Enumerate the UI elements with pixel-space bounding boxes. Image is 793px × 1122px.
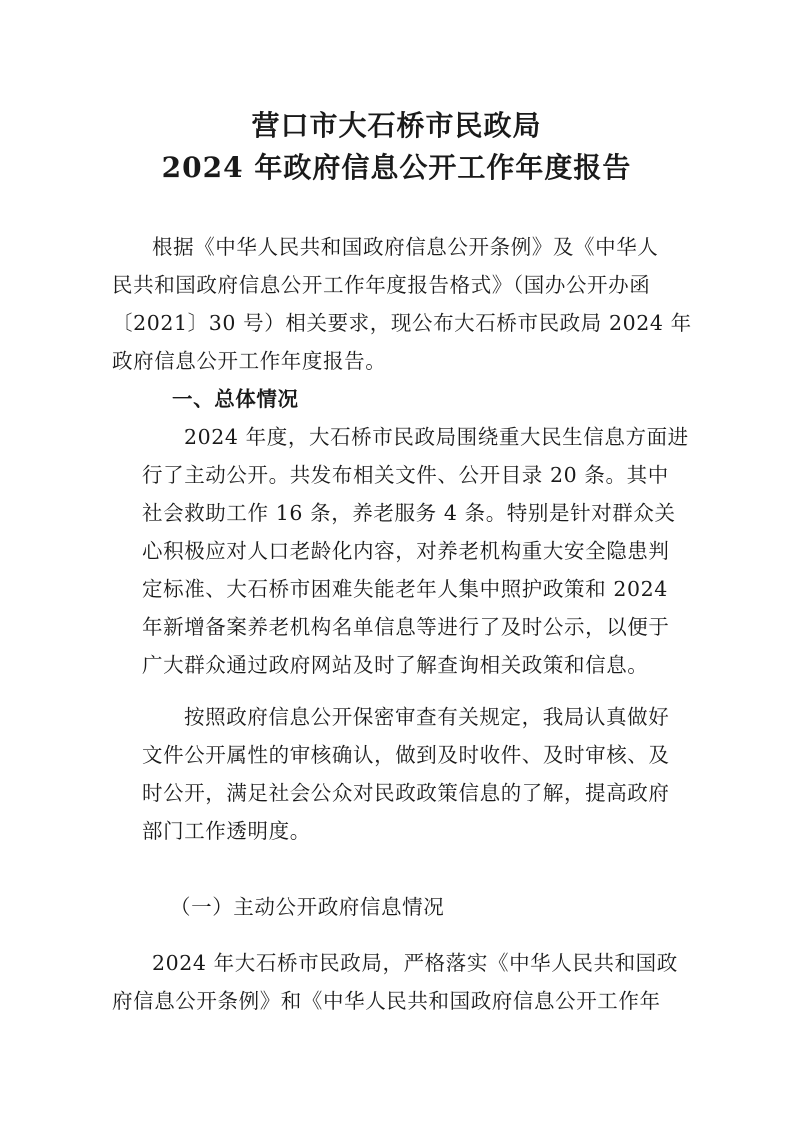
paragraph-line: 府信息公开条例》和《中华人民共和国政府信息公开工作年 — [112, 989, 661, 1013]
section-heading-overview: 一、总体情况 — [172, 387, 299, 411]
paragraph-line: 按照政府信息公开保密审查有关规定，我局认真做好 — [184, 705, 670, 729]
subsection-heading: （一）主动公开政府信息情况 — [170, 895, 445, 919]
paragraph-line: 部门工作透明度。 — [142, 819, 311, 843]
paragraph-line: 时公开，满足社会公众对民政政策信息的了解，提高政府 — [142, 781, 670, 805]
intro-line: 政府信息公开工作年度报告。 — [112, 349, 387, 373]
paragraph-line: 年新增备案养老机构名单信息等进行了及时公示，以便于 — [142, 615, 670, 639]
paragraph-line: 社会救助工作 16 条，养老服务 4 条。特别是针对群众关 — [142, 501, 676, 525]
intro-line: 民共和国政府信息公开工作年度报告格式》（国办公开办函 — [112, 273, 651, 297]
paragraph-line: 文件公开属性的审核确认，做到及时收件、及时审核、及 — [142, 743, 670, 767]
document-title-line-2: 2024 年政府信息公开工作年度报告 — [161, 151, 632, 184]
intro-line: 〔2021〕30 号）相关要求，现公布大石桥市民政局 2024 年 — [112, 311, 692, 335]
paragraph-line: 2024 年大石桥市民政局，严格落实《中华人民共和国政 — [152, 951, 678, 975]
paragraph-line: 心积极应对人口老龄化内容，对养老机构重大安全隐患判 — [142, 539, 670, 563]
intro-line: 根据《中华人民共和国政府信息公开条例》及《中华人 — [152, 235, 659, 259]
paragraph-line: 广大群众通过政府网站及时了解查询相关政策和信息。 — [142, 653, 649, 677]
paragraph-line: 定标准、大石桥市困难失能老年人集中照护政策和 2024 — [142, 577, 668, 601]
paragraph-line: 2024 年度，大石桥市民政局围绕重大民生信息方面进 — [184, 425, 689, 449]
document-title-line-1: 营口市大石桥市民政局 — [251, 109, 542, 142]
paragraph-line: 行了主动公开。共发布相关文件、公开目录 20 条。其中 — [142, 463, 669, 487]
